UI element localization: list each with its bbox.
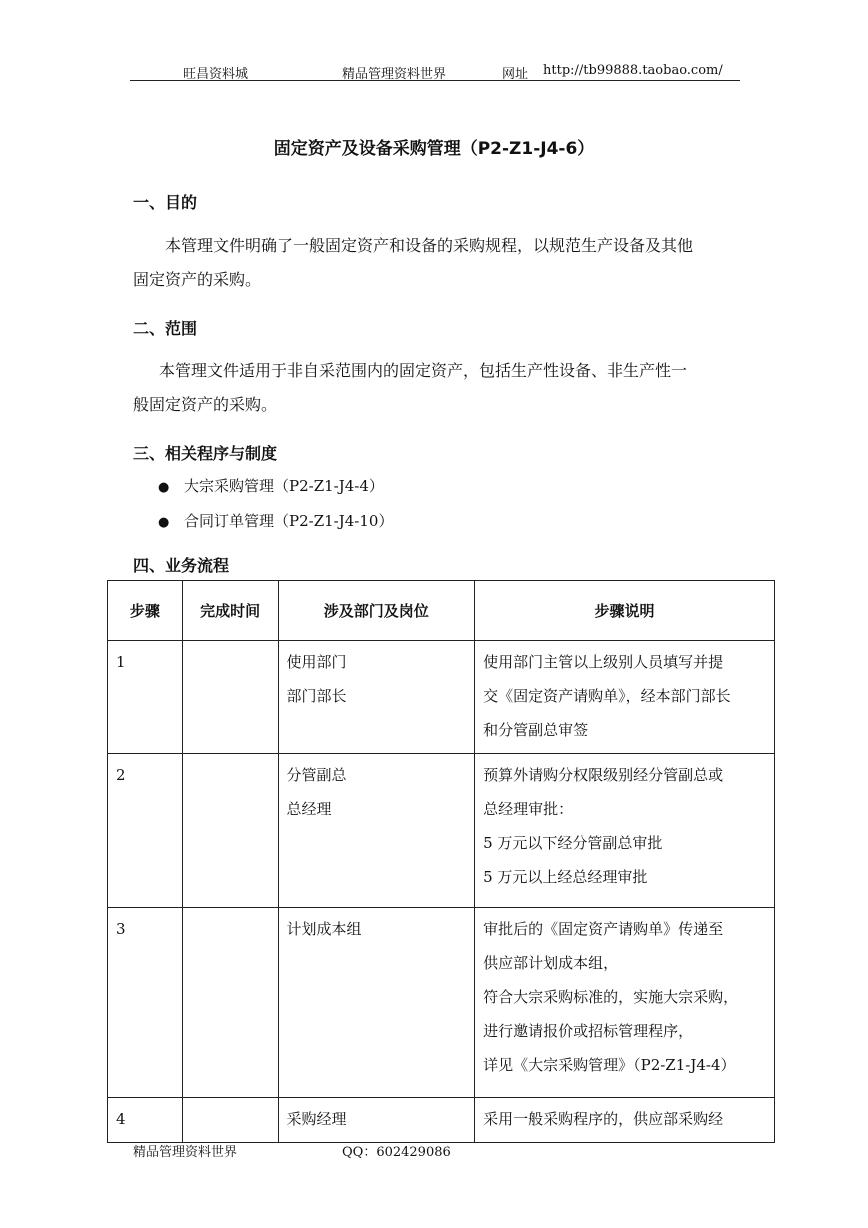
table-header-row: [108, 581, 775, 641]
process-table: [107, 580, 775, 1143]
header-url-label: 网址: [502, 67, 529, 82]
table-row: [108, 754, 775, 908]
department-cell: 分管副总 总经理: [278, 754, 475, 908]
step-cell: 1: [108, 641, 183, 754]
bullet-icon: ●: [158, 515, 170, 530]
column-header-department: 涉及部门及岗位: [278, 581, 475, 641]
table-row: [108, 641, 775, 754]
description-cell: 预算外请购分权限级别经分管副总或 总经理审批： 5 万元以下经分管副总审批 5 万元以上经总经理审批: [475, 754, 775, 908]
paragraph-line: 本管理文件适用于非自采范围内的固定资产，包括生产性设备、非生产性一: [159, 361, 688, 380]
step-cell: 2: [108, 754, 183, 908]
time-cell: [182, 908, 278, 1098]
column-header-time: 完成时间: [182, 581, 278, 641]
description-cell: 审批后的《固定资产请购单》传递至 供应部计划成本组， 符合大宗采购标准的，实施大宗采购， 进行邀请报价或招标管理程序， 详见《大宗采购管理》（P2-Z1-J4-4）: [475, 908, 775, 1098]
department-cell: 计划成本组: [278, 908, 475, 1098]
bullet-icon: ●: [158, 480, 170, 495]
section-scope-heading: 二、范围: [133, 319, 198, 338]
time-cell: [182, 641, 278, 754]
section-purpose-heading: 一、目的: [133, 193, 198, 212]
description-cell: 使用部门主管以上级别人员填写并提 交《固定资产请购单》，经本部门部长 和分管副总审签: [475, 641, 775, 754]
description-cell: 采用一般采购程序的，供应部采购经: [475, 1098, 775, 1143]
section-process-heading: 四、业务流程: [133, 556, 230, 575]
time-cell: [182, 754, 278, 908]
paragraph-line: 固定资产的采购。: [133, 270, 262, 289]
step-cell: 3: [108, 908, 183, 1098]
footer-left-text: 精品管理资料世界: [133, 1145, 238, 1160]
table-row: [108, 1098, 775, 1143]
header-url[interactable]: http://tb99888.taobao.com/: [543, 63, 723, 78]
department-cell: 采购经理: [278, 1098, 475, 1143]
header-left-text: 旺昌资料城: [183, 67, 249, 82]
section-related-heading: 三、相关程序与制度: [133, 444, 278, 463]
department-cell: 使用部门 部门部长: [278, 641, 475, 754]
header-rule: [130, 80, 740, 81]
section-scope-paragraph: [133, 354, 743, 422]
related-item: ● 大宗采购管理（P2-Z1-J4-4）: [158, 477, 384, 495]
footer-qq-text: QQ：602429086: [342, 1145, 451, 1160]
section-purpose-paragraph: [133, 229, 743, 297]
column-header-step: 步骤: [108, 581, 183, 641]
header-middle-text: 精品管理资料世界: [342, 67, 447, 82]
paragraph-line: 本管理文件明确了一般固定资产和设备的采购规程，以规范生产设备及其他: [165, 236, 694, 255]
paragraph-line: 般固定资产的采购。: [133, 395, 278, 414]
column-header-description: 步骤说明: [475, 581, 775, 641]
time-cell: [182, 1098, 278, 1143]
table-row: [108, 908, 775, 1098]
related-item: ● 合同订单管理（P2-Z1-J4-10）: [158, 512, 394, 530]
step-cell: 4: [108, 1098, 183, 1143]
document-title: 固定资产及设备采购管理（P2-Z1-J4-6）: [273, 139, 595, 159]
